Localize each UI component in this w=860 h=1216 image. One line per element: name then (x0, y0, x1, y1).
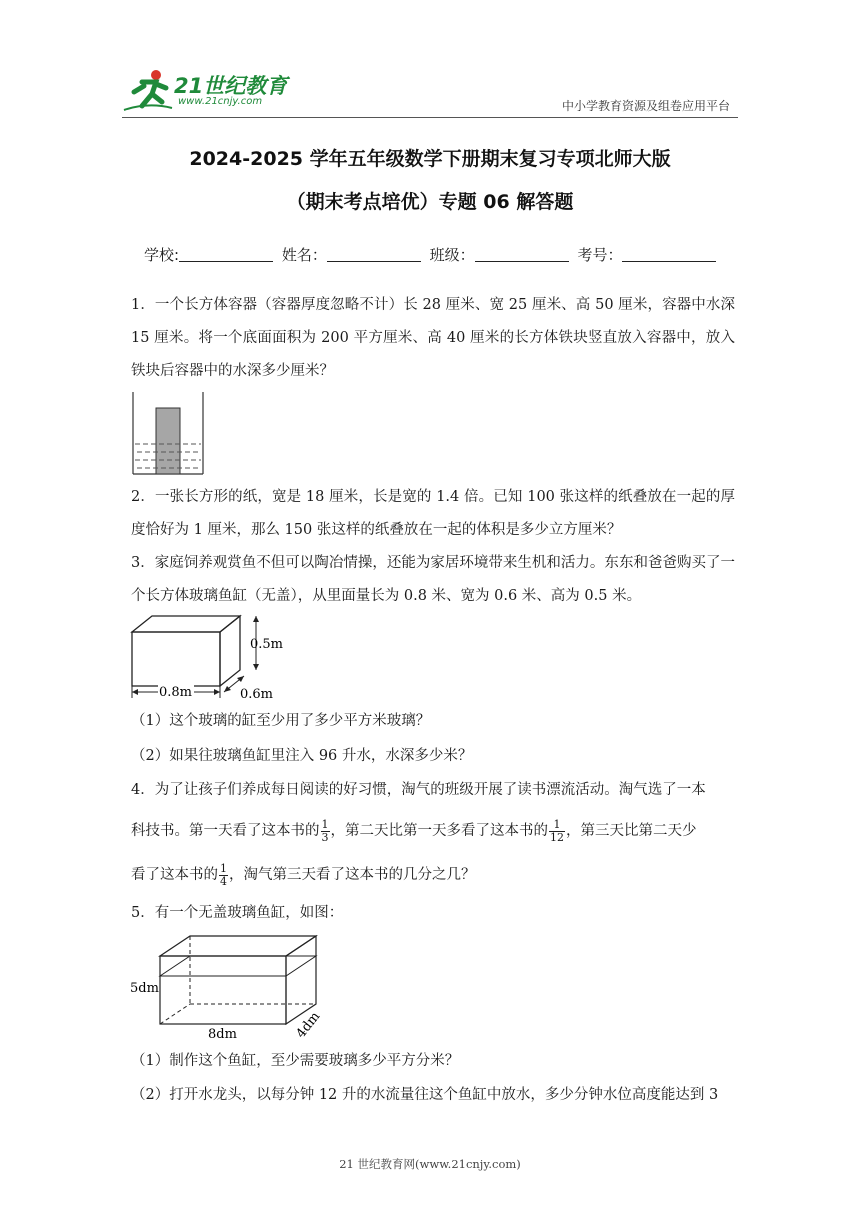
fish-tank-figure-2 (128, 930, 328, 1042)
logo (122, 66, 292, 116)
exam-no-field[interactable] (622, 247, 716, 262)
logo-text: 21世纪教育 (174, 74, 288, 98)
question-4-line-1: 4．为了让孩子们养成每日阅读的好习惯，淘气的班级开展了读书漂流活动。淘气选了一本 (131, 782, 706, 798)
q4-text-d: 看了这本书的 (131, 867, 218, 883)
question-4-line-2 (131, 812, 735, 850)
q4-text-a: 科技书。第一天看了这本书的 (131, 823, 320, 839)
page-title: 2024-2025 学年五年级数学下册期末复习专项北师大版 (189, 148, 671, 170)
runner-logo-icon (122, 66, 174, 114)
header-divider (122, 117, 738, 118)
question-5-part-2: （2）打开水龙头，以每分钟 12 升的水流量往这个鱼缸中放水，多少分钟水位高度能达到 3 (131, 1087, 719, 1103)
class-label: 班级： (429, 246, 475, 264)
exam-no-label: 考号： (577, 246, 623, 264)
question-2: 2．一张长方形的纸，宽是 18 厘米，长是宽的 1.4 倍。已知 100 张这样的纸叠放在一起的厚度恰好为 1 厘米，那么 150 张这样的纸叠放在一起的体积是多少立方厘米？ (131, 489, 735, 538)
question-3-part-2: （2）如果往玻璃鱼缸里注入 96 升水，水深多少米？ (131, 748, 473, 764)
logo-url: www.21cnjy.com (178, 96, 263, 107)
fraction-one-twelfth: $\frac{1}{12}$ (550, 817, 564, 844)
school-label: 学校: (144, 246, 180, 264)
class-field[interactable] (475, 247, 569, 262)
fraction-one-quarter: $\frac{1}{4}$ (220, 861, 227, 888)
question-1: 1．一个长方体容器（容器厚度忽略不计）长 28 厘米、宽 25 厘米、高 50 厘米，容器中水深 15 厘米。将一个底面面积为 200 平方厘米、高 40 厘米的长方体铁块竖直放入容器中，放入铁块后容器中的水深多少厘米？ (131, 297, 735, 379)
question-4-line-3 (131, 856, 735, 894)
question-5: 5．有一个无盖玻璃鱼缸，如图： (131, 905, 344, 921)
page-subtitle: （期末考点培优）专题 06 解答题 (286, 191, 574, 213)
fraction-one-third: $\frac{1}{3}$ (321, 817, 329, 844)
q4-text-c: ，第三天比第二天少 (566, 823, 697, 839)
length-label-2: 8dm (208, 1027, 237, 1042)
name-field[interactable] (327, 247, 421, 262)
platform-label: 中小学教育资源及组卷应用平台 (561, 99, 730, 113)
name-label: 姓名： (281, 246, 327, 264)
container-figure (131, 392, 207, 478)
q4-text-b: ，第二天比第一天多看了这本书的 (330, 823, 548, 839)
q4-text-e: ，淘气第三天看了这本书的几分之几？ (229, 867, 476, 883)
width-label-2: 4dm (293, 1009, 324, 1042)
height-label: 0.5m (250, 637, 284, 652)
student-info-row (144, 244, 720, 265)
question-3-part-1: （1）这个玻璃的缸至少用了多少平方米玻璃？ (131, 713, 431, 729)
question-5-part-1: （1）制作这个鱼缸，至少需要玻璃多少平方分米？ (131, 1053, 460, 1069)
fish-tank-figure-1 (128, 612, 288, 704)
height-label-2: 5dm (130, 981, 159, 996)
page-footer: 21 世纪教育网(www.21cnjy.com) (339, 1157, 521, 1171)
width-label: 0.6m (240, 687, 274, 702)
school-field[interactable] (179, 247, 273, 262)
question-3: 3．家庭饲养观赏鱼不但可以陶冶情操，还能为家居环境带来生机和活力。东东和爸爸购买了一个长方体玻璃鱼缸（无盖），从里面量长为 0.8 米、宽为 0.6 米、高为 0.5 米。 (131, 555, 735, 604)
length-label: 0.8m (159, 685, 193, 700)
